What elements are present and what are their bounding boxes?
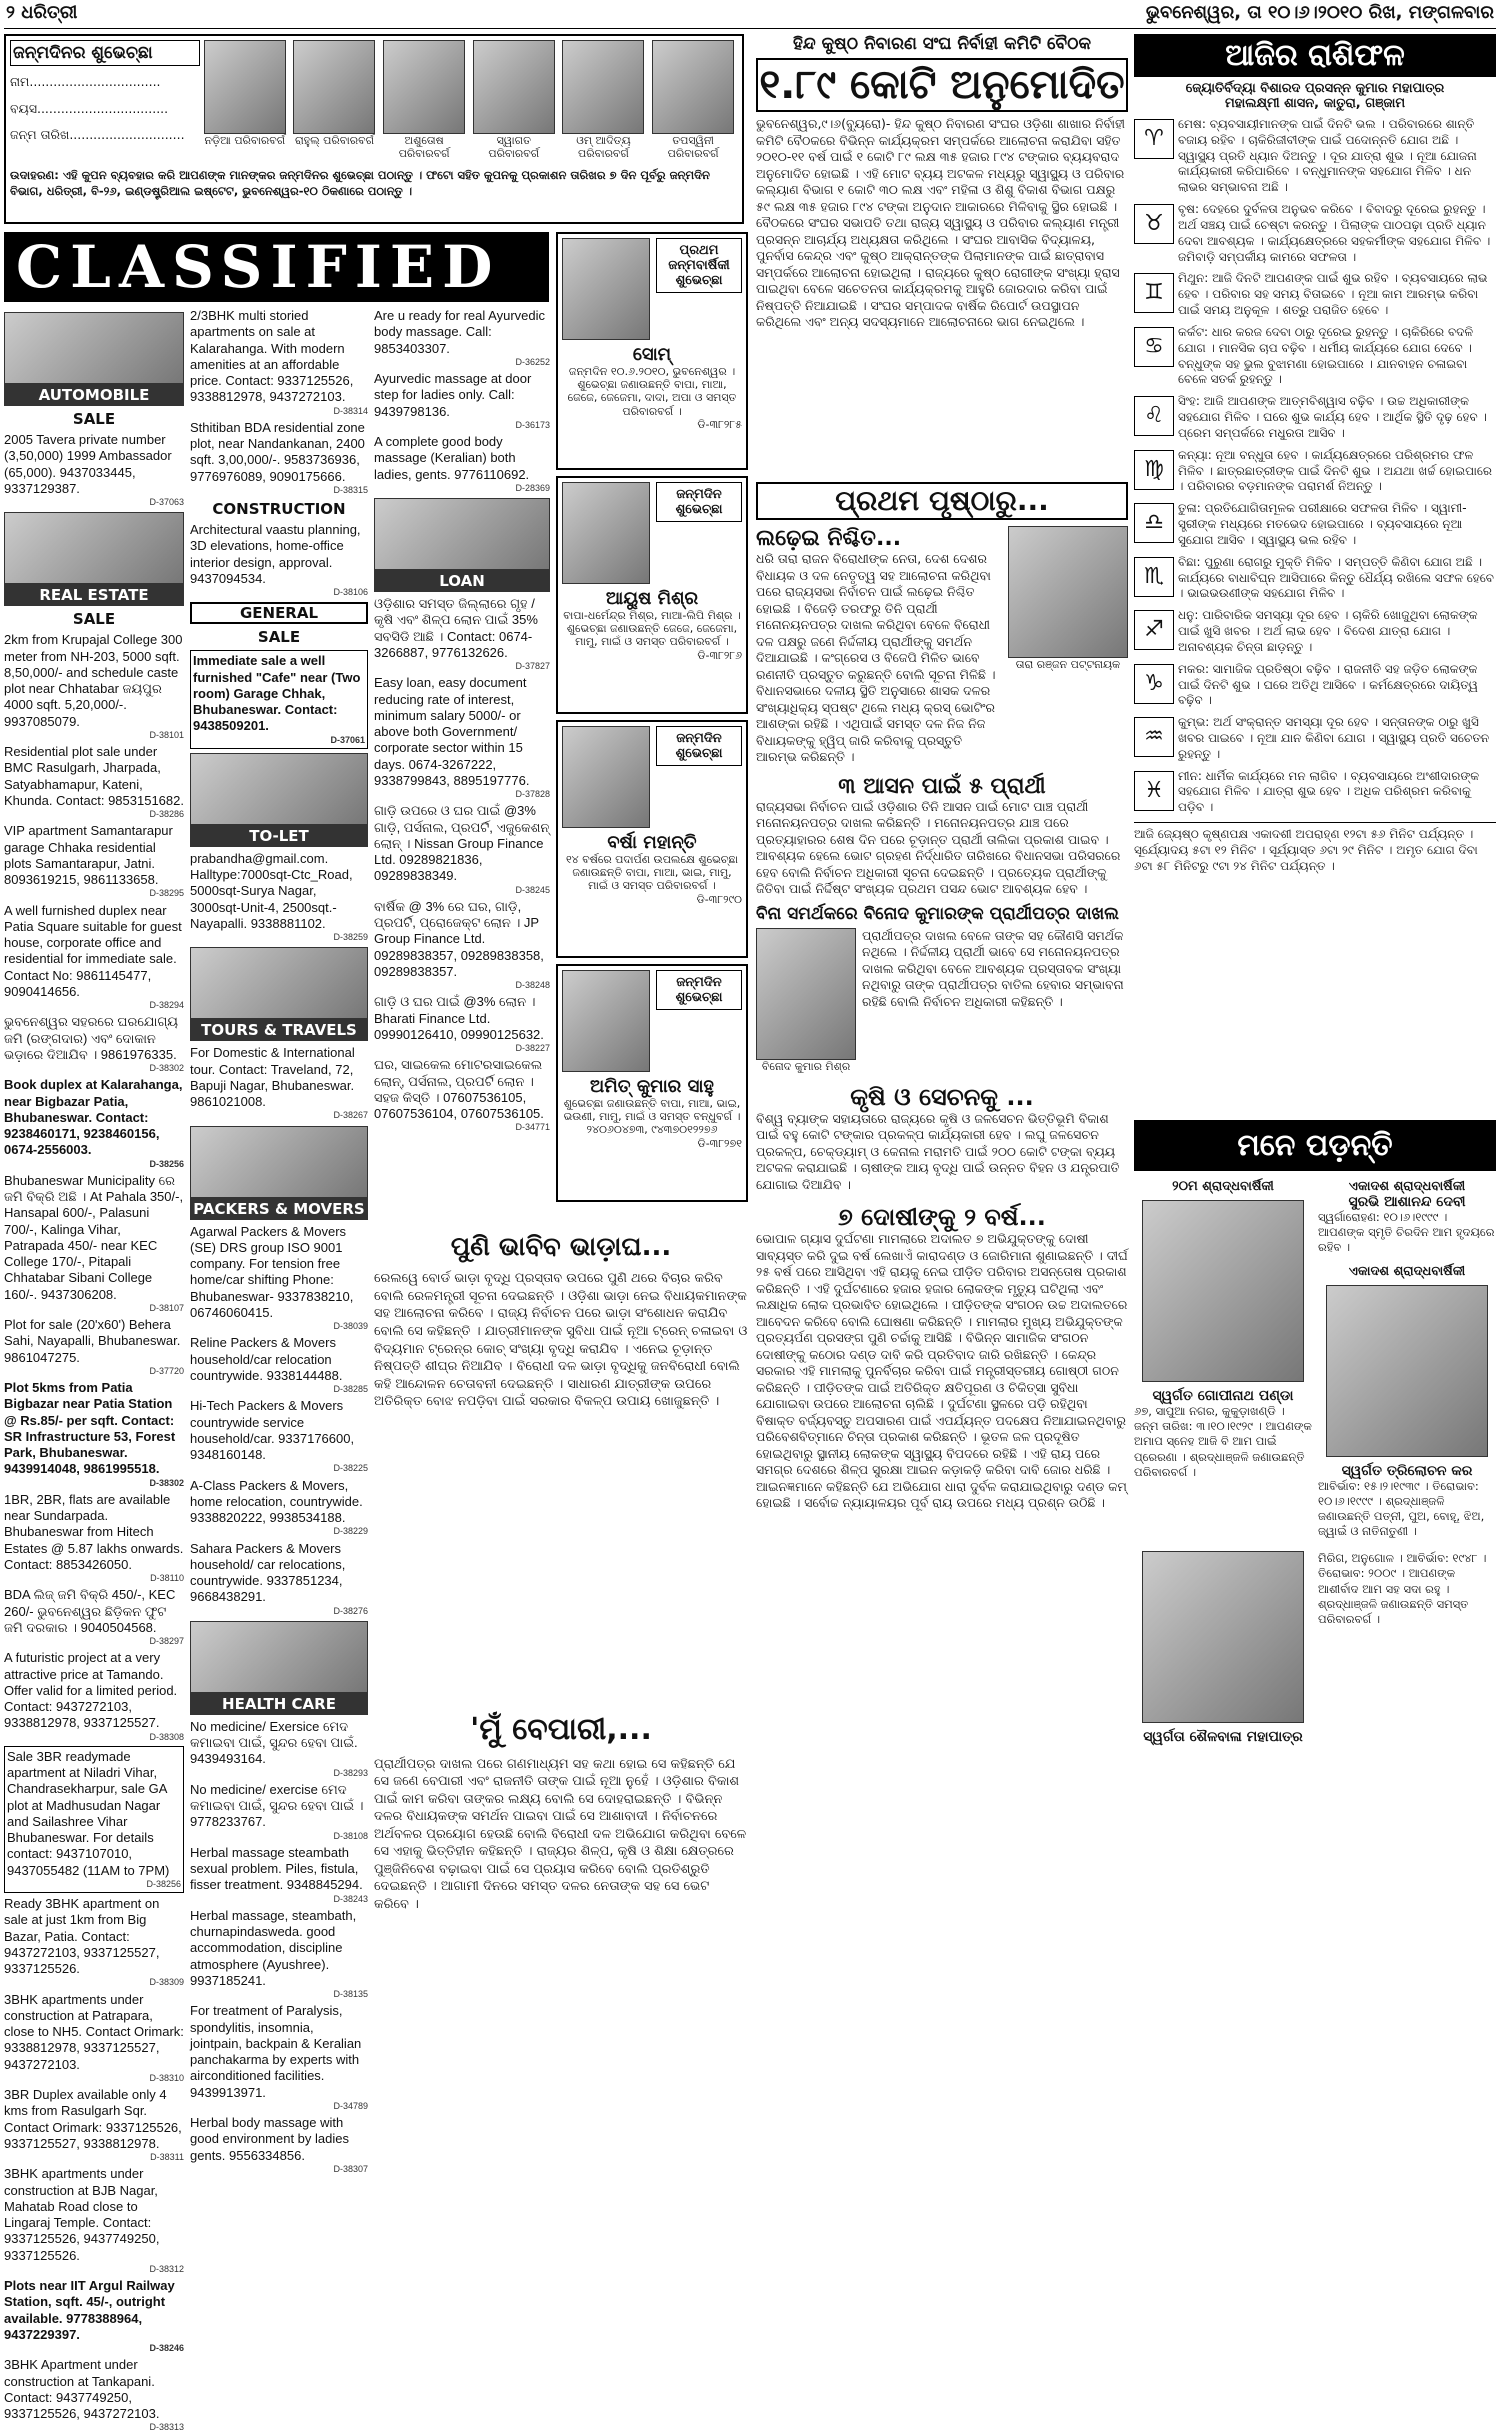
classified-ad <box>4 823 184 899</box>
front-sub3-headline: ବିନା ସମର୍ଥକରେ ବିନୋଦ କୁମାରଙ୍କ ପ୍ରାର୍ଥୀପତ୍ର ଦାଖଲ <box>756 903 1119 924</box>
front-sub2-body: ରାଜ୍ୟସଭା ନିର୍ବାଚନ ପାଇଁ ଓଡ଼ିଶାର ତିନି ଆସନ ପାଇଁ ମୋଟ ପାଞ୍ଚ ପ୍ରାର୍ଥୀ ମନୋନୟନପତ୍ର ଦାଖଲ କରିଛନ୍ତି । ମନୋନୟନପତ୍ର ଯାଞ୍ଚ ପରେ ପ୍ରତ୍ୟାହାରର ଶେଷ ଦିନ ପରେ ଚୂଡ଼ାନ୍ତ ପ୍ରାର୍ଥୀ ତାଲିକା ପ୍ରକାଶ ପାଇବ । ଆବଶ୍ୟକ ହେଲେ ଭୋଟ ଗ୍ରହଣ ନିର୍ଦ୍ଧାରିତ ତାରିଖରେ ବିଧାନସଭା ପରିସରରେ ହେବ ବୋଲି ନିର୍ବାଚନ ଅଧିକାରୀ ସୂଚନା ଦେଇଛନ୍ତି । ପ୍ରତ୍ୟେକ ପ୍ରାର୍ଥୀଙ୍କୁ ଜିତିବା ପାଇଁ ନିର୍ଦ୍ଦିଷ୍ଟ ସଂଖ୍ୟକ ପ୍ରଥମ ପସନ୍ଦ ଭୋଟ ଆବଶ୍ୟକ ହେବ । <box>756 798 1121 896</box>
ad-code: D-38135 <box>333 1989 368 1999</box>
memorial-photo <box>1142 1200 1304 1382</box>
rashifala-list <box>1134 117 1496 816</box>
classified-ad <box>4 432 184 508</box>
classified-ad <box>4 1587 184 1647</box>
ad-text: ଘର, ସାଇକେଲ ମୋଟରସାଇକେଲ ଲୋନ୍, ପର୍ସନାଲ, ପ୍ରପର୍ଟି ଲୋନ । ସହଜ କିସ୍ତି । 07607536105, 07607536104, 07607536105. <box>374 1057 544 1121</box>
ad-text: 3BR Duplex available only 4 kms from Rasulgarh Sqr. Contact Orimark: 9337125526, 9337125527, 9338812978. <box>4 2087 182 2151</box>
category-image <box>4 512 184 584</box>
memorial-text: ମିରିଗ, ଅନୁଗୋଳ । ଆବିର୍ଭାବ: ୧୯୪୮ । ତିରୋଭାବ: ୨୦୦୯ । ଆପଣଙ୍କ ଆଶୀର୍ବାଦ ଆମ ସହ ସଦା ରହୁ । ଶ୍ରଦ୍ଧାଞ୍ଜଳି ଜଣାଉଛନ୍ତି ସମସ୍ତ ପରିବାରବର୍ଗ । <box>1318 1551 1487 1626</box>
rashi-text: କୁମ୍ଭ: ଅର୍ଥ ସଂକ୍ରାନ୍ତ ସମସ୍ୟା ଦୂର ହେବ । ସନ୍ତାନଙ୍କ ଠାରୁ ଖୁସି ଖବର ପାଇବେ । ନୂଆ ଯାନ କିଣିବା ଯୋଗ । ସ୍ୱାସ୍ଥ୍ୟ ପ୍ରତି ସଚେତନ ରୁହନ୍ତୁ । <box>1178 715 1490 761</box>
category-banner <box>190 1126 368 1220</box>
classified-ad <box>190 1719 368 1779</box>
category-banner <box>4 312 184 406</box>
birthday-greeting <box>556 964 748 1202</box>
classified-ad <box>190 2003 368 2112</box>
mane-padanti-section <box>1134 1120 1496 2332</box>
dateline: ଭୁବନେଶ୍ୱର, ତା ୧୦।୬।୨୦୧୦ ରିଖ, ମଙ୍ଗଳବାର <box>1145 2 1494 23</box>
ad-text: Plot 5kms from Patia Bigbazar near Patia Station @ Rs.85/- per sqft. Contact: SR Infrastructure 53, Forest Park, Bhubaneswar. 9439914048, 9861995518. <box>4 1380 176 1477</box>
ad-text: Immediate sale a well furnished "Cafe" near (Two room) Garage Chhak, Bhubaneswar. Contact: 9438509201. <box>193 653 361 734</box>
classified-ad <box>190 1845 368 1905</box>
category-banner <box>374 498 550 592</box>
ad-code: D-38108 <box>333 1830 368 1841</box>
category-label: PACKERS & MOVERS <box>190 1198 368 1220</box>
masthead-rule <box>4 28 1496 30</box>
rashi-text: ବିଛା: ପୁରୁଣା ରୋଗରୁ ମୁକ୍ତି ମିଳିବ । ସମ୍ପତ୍ତି କିଣିବା ଯୋଗ ଅଛି । କାର୍ଯ୍ୟରେ ବାଧାବିଘ୍ନ ଆସିପାରେ କିନ୍ତୁ ଧୈର୍ଯ୍ୟ ରଖିଲେ ସଫଳ ହେବେ । ଭାଇଭଉଣୀଙ୍କ ସହଯୋଗ ମିଳିବ । <box>1178 554 1494 601</box>
ad-text: Are u ready for real Ayurvedic body massage. Call: 9853403307. <box>374 308 546 356</box>
memorial-photo <box>1326 1285 1488 1457</box>
classified-ad <box>374 1057 550 1133</box>
classified-col-1 <box>4 308 184 2433</box>
classified-ad <box>190 1224 368 1333</box>
classified-ad <box>4 1650 184 1743</box>
front-sub1-headline: ଲଢ଼େଇ ନିଶ୍ଚିତ... <box>756 526 902 551</box>
birthday-box-label: ଜନ୍ମଦିନ ଶୁଭେଚ୍ଛା <box>656 482 742 522</box>
ad-text: Bhubaneswar Municipality ରେ ଜମି ବିକ୍ରି ଅଛି । At Pahala 350/-, Hansapal 600/-, Palasuni 700/-, Kalinga Vihar, Patrapada 450/- near KEC College 170/-, Pitapali Chhatabar Sibani College 160/-. 9437306208. <box>4 1172 184 1302</box>
photo-caption: ତପସ୍ୱିନୀ ପରିବାରବର୍ଗ <box>667 134 719 161</box>
ad-code: D-38307 <box>333 2163 368 2174</box>
ad-code: D-38314 <box>333 405 368 416</box>
classified-ad <box>4 1317 184 1377</box>
ad-code: D-28369 <box>515 482 550 493</box>
classified-col-3 <box>374 308 550 1133</box>
lead-headline: ୧.୮୯ କୋଟି ଅନୁମୋଦିତ <box>756 58 1128 112</box>
front-sub1-body: ଧରି ତାରା ରାଜନ ବିରୋଧୀଙ୍କ ନେତା, ଦେଶ ଦେଶର ବିଧାୟକ ଓ ଦଳ ନେତୃତ୍ୱ ସହ ଆଲୋଚନା କରିଥିବା ପରେ ରାଜ୍ୟସଭା ନିର୍ବାଚନ ପାଇଁ ଲଢ଼େଇ ନିଶ୍ଚିତ ହୋଇଛି । ବିଜେଡ଼ି ତରଫରୁ ତିନି ପ୍ରାର୍ଥୀ ମନୋନୟନପତ୍ର ଦାଖଲ କରିଥିବା ବେଳେ ବିରୋଧୀ ଦଳ ପକ୍ଷରୁ ଜଣେ ନିର୍ଦ୍ଦଳୀୟ ପ୍ରାର୍ଥୀଙ୍କୁ ସମର୍ଥନ ଦିଆଯାଇଛି । କଂଗ୍ରେସ ଓ ବିଜେପି ମିଳିତ ଭାବେ ରଣନୀତି ପ୍ରସ୍ତୁତ କରୁଛନ୍ତି ବୋଲି ସୂଚନା ମିଳିଛି । ବିଧାନସଭାରେ ଦଳୀୟ ସ୍ଥିତି ଅନୁସାରେ ଶାସକ ଦଳର ସଂଖ୍ୟାଧିକ୍ୟ ସ୍ପଷ୍ଟ ଥିଲେ ମଧ୍ୟ କ୍ରସ୍ ଭୋଟିଂର ଆଶଙ୍କା ରହିଛି । ଏଥିପାଇଁ ସମସ୍ତ ଦଳ ନିଜ ନିଜ ବିଧାୟକଙ୍କୁ ହ୍ୱିପ୍ ଜାରି କରିବାକୁ ପ୍ରସ୍ତୁତି ଆରମ୍ଭ କରିଛନ୍ତି । <box>756 551 996 764</box>
ad-text: Herbal massage, steambath, churnapindaswedа. good accommodation, discipline atmosphere (Ayushree). 9937185241. <box>190 1907 357 1988</box>
ad-text: 3BHK apartments under construction at BJB Nagar, Mahatab Road close to Lingaraj Temple. Contact: 9337125526, 9437749250, 9337125526. <box>4 2166 160 2263</box>
child-photo <box>293 40 375 134</box>
child-photo <box>652 40 734 134</box>
candidate-photo <box>756 928 856 1060</box>
memorial-name: ସ୍ୱର୍ଗତ ଗୋପୀନାଥ ପଣ୍ଡା <box>1152 1388 1294 1404</box>
ad-text: For treatment of Paralysis, spondylitis, insomnia, jointpain, backpain & Keralian panchakarma by experts with airconditioned facilities. 9439913971. <box>190 2003 362 2100</box>
rashi-entry <box>1134 448 1496 495</box>
birthday-greeting <box>556 476 748 714</box>
ad-text: ଭୁବନେଶ୍ୱର ସହରରେ ଘରଯୋଗ୍ୟ ଜମି (ରଙ୍ଗଦାର) ଏବଂ ଦୋକାନ ଭଡ଼ାରେ ଦିଆଯିବ । 9861976335. <box>4 1014 179 1062</box>
ad-text: Architectural vaastu planning, 3D elevations, home-office interior design, approval. 9437094534. <box>190 522 361 586</box>
ad-code: D-38297 <box>149 1636 184 1646</box>
classified-ad <box>190 1398 368 1474</box>
ad-code: D-38256 <box>149 1158 184 1169</box>
ad-code: D-38267 <box>333 1110 368 1121</box>
memorial-text: ୬୭, ସାପୁଆ ନଗର, କୁକୁଡ଼ାଖଣ୍ଡି । ଜନ୍ମ ତାରିଖ: ୩।୧୦।୧୯୨୯ । ଆପଣଙ୍କ ଅମାପ ସ୍ନେହ ଆଜି ବି ଆମ ପାଇଁ ପ୍ରେରଣା । ଶ୍ରଦ୍ଧାଞ୍ଜଳି ଜଣାଉଛନ୍ତି ପରିବାରବର୍ଗ । <box>1134 1404 1312 1479</box>
ad-text: Easy loan, easy document reducing rate of interest, minimum salary 5000/- or above both Government/ corporate sector within 15 days. 0674-3267222, 9338799843, 8895197776. <box>374 675 530 788</box>
classified-ad <box>4 1014 184 1074</box>
ad-text: No medicine/ exercise ମେଦ କମାଇବା ପାଇଁ, ସୁନ୍ଦର ହେବା ପାଇଁ । 9778233767. <box>190 1781 364 1830</box>
rashi-entry <box>1134 117 1496 196</box>
bepari-body: ପ୍ରାର୍ଥୀପତ୍ର ଦାଖଲ ପରେ ଗଣମାଧ୍ୟମ ସହ କଥା ହୋଇ ସେ କହିଛନ୍ତି ଯେ ସେ ଜଣେ ବେପାରୀ ଏବଂ ରାଜନୀତି ତାଙ୍କ ପାଇଁ ନୂଆ ନୁହେଁ । ଓଡ଼ିଶାର ବିକାଶ ପାଇଁ କାମ କରିବା ତାଙ୍କର ଲକ୍ଷ୍ୟ ବୋଲି ସେ ଦୋହରାଇଛନ୍ତି । ବିଭିନ୍ନ ଦଳର ବିଧାୟକଙ୍କ ସମର୍ଥନ ପାଇବା ପାଇଁ ସେ ଆଶାବାଦୀ । ନିର୍ବାଚନରେ ଅର୍ଥବଳର ପ୍ରୟୋଗ ହେଉଛି ବୋଲି ବିରୋଧୀ ଦଳ ଅଭିଯୋଗ କରିଥିବା ବେଳେ ସେ ଏହାକୁ ଭିତ୍ତିହୀନ କହିଛନ୍ତି । ରାଜ୍ୟର ଶିଳ୍ପ, କୃଷି ଓ ଶିକ୍ଷା କ୍ଷେତ୍ରରେ ପୁଞ୍ଜିନିବେଶ ବଢ଼ାଇବା ପାଇଁ ସେ ପ୍ରୟାସ କରିବେ ବୋଲି ପ୍ରତିଶ୍ରୁତି ଦେଇଛନ୍ତି । ଆଗାମୀ ଦିନରେ ସମସ୍ତ ଦଳର ନେତାଙ୍କ ସହ ସେ ଭେଟ କରିବେ । <box>374 1756 747 1912</box>
rashi-text: କର୍କଟ: ଧାର କରଜ ଦେବା ଠାରୁ ଦୂରେଇ ରୁହନ୍ତୁ । ଚାକିରିରେ ବଦଳି ଯୋଗ । ମାନସିକ ଚାପ ବଢ଼ିବ । ଧର୍ମୀୟ କାର୍ଯ୍ୟରେ ଯୋଗ ଦେବେ । ବନ୍ଧୁଙ୍କ ସହ ଭୁଲ ବୁଝାମଣା ହୋଇପାରେ । ଯାନବାହନ ଚଳାଇବା ବେଳେ ସତର୍କ ରୁହନ୍ତୁ । <box>1178 324 1474 387</box>
page-number: ୨ ଧରିତ୍ରୀ <box>6 2 78 23</box>
bhada-headline: ପୁଣି ଭାବିବ ଭାଡ଼ାଘ... <box>450 1232 672 1262</box>
ad-text: Residential plot sale under BMC Rasulgarh, Jharpada, Satyabhamapur, Kateni, Khunda. Contact: 9853151682. <box>4 744 184 808</box>
classified-ad <box>4 1992 184 2085</box>
category-image <box>190 1621 368 1693</box>
zodiac-icon: ♈ <box>1134 119 1174 159</box>
main-news <box>756 34 1128 2332</box>
birthday-form-title: ଜନ୍ମଦିନର ଶୁଭେଚ୍ଛା <box>10 40 200 66</box>
zodiac-icon: ♓ <box>1134 771 1174 811</box>
birthday-code: ଡି-୩୮୨୮୫ <box>697 417 742 431</box>
ad-text: A well furnished duplex near Patia Square suitable for guest house, corporate office and residential for immediate sale. Contact No: 9861145477, 9090414656. <box>4 902 182 999</box>
ad-code: D-37061 <box>330 734 365 745</box>
classified-ad <box>374 434 550 494</box>
rashi-text: ମକର: ସାମାଜିକ ପ୍ରତିଷ୍ଠା ବଢ଼ିବ । ରାଜନୀତି ସହ ଜଡ଼ିତ ଲୋକଙ୍କ ପାଇଁ ଦିନଟି ଶୁଭ । ଘରେ ଅତିଥି ଆସିବେ । କର୍ମକ୍ଷେତ୍ରରେ ଦାୟିତ୍ୱ ବଢ଼ିବ । <box>1178 661 1478 708</box>
birthday-text: ୧୪ ବର୍ଷରେ ପଦାର୍ପଣ ଉପଲକ୍ଷେ ଶୁଭେଚ୍ଛା ଜଣାଉଛନ୍ତି ବାପା, ମାଆ, ଭାଇ, ମାମୁ, ମାଇଁ ଓ ସମସ୍ତ ପରିବାରବର୍ଗ । <box>565 853 739 893</box>
ad-text: 1BR, 2BR, flats are available near Sundarpada. Bhubaneswar from Hitech Estates @ 5.87 lakhs onwards. Contact: 8853426050. <box>4 1491 184 1572</box>
memorial-name: ସ୍ୱର୍ଗତା ଶୈଳବାଳା ମହାପାତ୍ର <box>1143 1729 1303 1746</box>
section-heading: SALE <box>72 610 116 629</box>
category-image <box>190 753 368 825</box>
birthday-name: ସୋମ୍ <box>632 344 672 365</box>
birthday-box-label: ପ୍ରଥମ ଜନ୍ମବାର୍ଷିକୀ ଶୁଭେଚ୍ଛା <box>656 238 742 293</box>
bhada-body: ରେଲୱେ ବୋର୍ଡ ଭାଡ଼ା ବୃଦ୍ଧି ପ୍ରସ୍ତାବ ଉପରେ ପୁଣି ଥରେ ବିଚାର କରିବ ବୋଲି ରେଳମନ୍ତ୍ରୀ ସୂଚନା ଦେଇଛନ୍ତି । ଓଡ଼ିଶା ଭାଡ଼ା ନେଇ ବିଧାୟକମାନଙ୍କ ସହ ଆଲୋଚନା କରିବେ । ରାଜ୍ୟ ନିର୍ବାଚନ ପରେ ଭାଡ଼ା ସଂଶୋଧନ କରାଯିବ ବୋଲି ସେ କହିଛନ୍ତି । ଯାତ୍ରୀମାନଙ୍କ ସୁବିଧା ପାଇଁ ନୂଆ ଟ୍ରେନ୍ ଚଳାଇବା ଓ ବିଦ୍ୟମାନ ଟ୍ରେନ୍‌ର କୋଚ୍ ସଂଖ୍ୟା ବୃଦ୍ଧି କରାଯିବ । ଏନେଇ ଚୂଡ଼ାନ୍ତ ନିଷ୍ପତ୍ତି ଶୀଘ୍ର ନିଆଯିବ । ବିରୋଧୀ ଦଳ ଭାଡ଼ା ବୃଦ୍ଧିକୁ ଜନବିରୋଧୀ ବୋଲି କହି ଆନ୍ଦୋଳନ ଚେତାବନୀ ଦେଇଛନ୍ତି । ସାଧାରଣ ଯାତ୍ରୀଙ୍କ ଉପରେ ଅତିରିକ୍ତ ବୋଝ ନପଡ଼ିବା ପାଇଁ ସରକାର ବିକଳ୍ପ ଉପାୟ ଖୋଜୁଛନ୍ତି । <box>374 1271 748 1410</box>
birthday-name: ବର୍ଷା ମହାନ୍ତି <box>607 832 697 853</box>
classified-ad <box>374 371 550 431</box>
ad-code: D-38101 <box>149 729 184 740</box>
ad-code: D-37827 <box>515 661 550 671</box>
zodiac-icon: ♐ <box>1134 610 1174 650</box>
ad-text: Herbal body massage with good environment by ladies gents. 9556334856. <box>190 2115 349 2163</box>
ad-text: Ayurvedic massage at door step for ladies only. Call: 9439798136. <box>374 371 532 419</box>
politician-photo-caption: ତାରା ରଞ୍ଜନ ପଟ୍ଟନାୟକ <box>1015 658 1121 671</box>
ad-code: D-34771 <box>515 1122 550 1133</box>
section-heading: CONSTRUCTION <box>212 500 346 518</box>
rashi-entry <box>1134 662 1496 709</box>
ad-code: D-38106 <box>333 587 368 597</box>
classified-ad <box>4 744 184 820</box>
classified-ad <box>190 1908 368 2001</box>
ad-code: D-38248 <box>515 980 550 990</box>
classified-ad <box>4 1492 184 1585</box>
classified-ad <box>374 803 550 896</box>
rashi-entry <box>1134 769 1496 816</box>
ad-code: D-37063 <box>149 497 184 507</box>
front-page-banner: ପ୍ରଥମ ପୃଷ୍ଠାରୁ... <box>756 482 1128 520</box>
ad-code: D-38311 <box>150 2152 184 2162</box>
classified-ad <box>4 903 184 1012</box>
ad-code: D-38312 <box>149 2263 184 2274</box>
ad-text: 2005 Tavera private number (3,50,000) 1999 Ambassador (65,000). 9437033445, 9337129387. <box>4 432 172 496</box>
ad-text: For Domestic & International tour. Contact: Traveland, 72, Bapuji Nagar, Bhubaneswar. 9861021008. <box>190 1045 355 1109</box>
doshi-headline: ୭ ଦୋଷୀଙ୍କୁ ୨ ବର୍ଷ... <box>838 1203 1046 1232</box>
birthday-text: ଜନ୍ମଦିନ ୧୦.୬.୨୦୧୦, ଭୁବନେଶ୍ୱର । ଶୁଭେଚ୍ଛା ଜଣାଉଛନ୍ତି ବାପା, ମାଆ, ଜେଜେ, ଜେଜେମା, ଦାଦା, ଅପା ଓ ସମସ୍ତ ପରିବାରବର୍ଗ । <box>567 365 737 418</box>
memorial-text: ସ୍ୱର୍ଗାରୋହଣ: ୧୦।୬।୧୯୯୯ । ଆପଣଙ୍କ ସ୍ମୃତି ଚିରଦିନ ଆମ ହୃଦୟରେ ରହିବ । <box>1318 1210 1495 1255</box>
category-label: AUTOMOBILE <box>4 384 184 406</box>
ad-code: D-38293 <box>333 1767 368 1778</box>
classified-ad <box>4 1077 184 1170</box>
category-banner <box>4 512 184 606</box>
classified-ad <box>190 650 368 749</box>
birthday-code: ଡି-୩୮୨୮୬ <box>697 648 742 662</box>
rashi-entry <box>1134 501 1496 548</box>
birthday-name: ଅମିତ୍ କୁମାର ସାହୁ <box>590 1076 714 1097</box>
rashifala-address: ମହାଲକ୍ଷ୍ମୀ ଶାସନ, କାତୁରା, ଗଞ୍ଜାମ <box>1224 96 1406 111</box>
zodiac-icon: ♋ <box>1134 327 1174 367</box>
category-image <box>4 312 184 384</box>
birthday-code: ଡି-୩୮୨୭୧ <box>697 1136 742 1150</box>
ad-code: D-38286 <box>149 809 184 819</box>
mane-padanti-title: ମନେ ପଡ଼ନ୍ତି <box>1134 1120 1496 1171</box>
classified-col-2 <box>190 308 368 2332</box>
ad-text: Plots near IIT Argul Railway Station, sqft. 45/-, outright available. 9778388964, 9437229397. <box>4 2278 175 2342</box>
bepari-headline: 'ମୁଁ ବେପାରୀ,... <box>470 1712 652 1747</box>
classified-ad <box>4 2166 184 2275</box>
krushi-headline: କୃଷି ଓ ସେଚନକୁ ... <box>850 1082 1034 1111</box>
classified-ad <box>190 420 368 496</box>
ad-code: D-38245 <box>515 884 550 895</box>
rashifala-section <box>1134 34 1496 1114</box>
ad-code: D-38315 <box>333 484 368 495</box>
photo-caption: ଅଶୁତୋଷ ପରିବାରବର୍ଗ <box>398 134 450 161</box>
classified-ad <box>374 308 550 368</box>
ad-code: D-38229 <box>333 1526 368 1537</box>
classified-ad <box>190 308 368 417</box>
birthday-greetings-column <box>556 232 748 1232</box>
candidate-photo-caption: ବିନୋଦ କୁମାର ମିଶ୍ର <box>761 1059 851 1073</box>
rashi-text: ଧନୁ: ପାରିବାରିକ ସମସ୍ୟା ଦୂର ହେବ । ଚାକିରି ଖୋଜୁଥିବା ଲୋକଙ୍କ ପାଇଁ ଖୁସି ଖବର । ଅର୍ଥ ଲାଭ ହେବ । ବିଦେଶ ଯାତ୍ରା ଯୋଗ । ଅନାବଶ୍ୟକ ଚିନ୍ତା ଛାଡ଼ନ୍ତୁ । <box>1178 608 1478 654</box>
birthday-code: ଡି-୩୮୨୯୦ <box>696 892 742 906</box>
memorial-name: ସ୍ୱର୍ଗତ ତ୍ରିଲୋଚନ କର <box>1341 1462 1473 1479</box>
ad-text: Ready 3BHK apartment on sale at just 1km from Big Bazar, Patia. Contact: 9437272103, 9337125527, 9337125526. <box>4 1896 160 1976</box>
rashi-text: ତୁଳା: ପ୍ରତିଯୋଗିତାମୂଳକ ପରୀକ୍ଷାରେ ସଫଳତା ମିଳିବ । ସ୍ୱାମୀ-ସ୍ତ୍ରୀଙ୍କ ମଧ୍ୟରେ ମତଭେଦ ହୋଇପାରେ । ବ୍ୟବସାୟରେ ନୂଆ ସୁଯୋଗ ଆସିବ । ସ୍ୱାସ୍ଥ୍ୟ ଭଲ ରହିବ । <box>1178 501 1467 547</box>
rashi-text: ମେଷ: ବ୍ୟବସାୟୀମାନଙ୍କ ପାଇଁ ଦିନଟି ଭଲ । ପରିବାରରେ ଶାନ୍ତି ବଜାୟ ରହିବ । ଚାକିରିଜୀବୀଙ୍କ ପାଇଁ ପଦୋନ୍ନତି ଯୋଗ ଅଛି । ସ୍ୱାସ୍ଥ୍ୟ ପ୍ରତି ଧ୍ୟାନ ଦିଅନ୍ତୁ । ଦୂର ଯାତ୍ରା ଶୁଭ । ନୂଆ ଯୋଜନା କାର୍ଯ୍ୟକାରୀ କରିପାରିବେ । ବନ୍ଧୁମାନଙ୍କ ସହଯୋଗ ମିଳିବ । ଧନ ଲାଭର ସମ୍ଭାବନା ଅଛି । <box>1178 117 1477 195</box>
front-sub2-headline: ୩ ଆସନ ପାଇଁ ୫ ପ୍ରାର୍ଥୀ <box>838 773 1046 799</box>
lead-body: ଭୁବନେଶ୍ୱର,୯।୬(ବ୍ୟୁରୋ)- ହିନ୍ଦ କୁଷ୍ଠ ନିବାରଣ ସଂଘର ଓଡ଼ିଶା ଶାଖାର ନିର୍ବାହୀ କମିଟି ବୈଠକରେ ବିଭିନ୍ନ କାର୍ଯ୍ୟକ୍ରମ ସମ୍ପର୍କରେ ଆଲୋଚନା କରାଯିବା ସହିତ ୨୦୧୦-୧୧ ବର୍ଷ ପାଇଁ ୧ କୋଟି ୮୯ ଲକ୍ଷ ୩୫ ହଜାର ୮୯୪ ଟଙ୍କାର ବ୍ୟୟବରାଦ ଅନୁମୋଦିତ ହୋଇଛି । ଏହି ମୋଟ ବ୍ୟୟ ଅଟକଳ ମଧ୍ୟରୁ ସ୍ୱାସ୍ଥ୍ୟ ଓ ପରିବାର କଲ୍ୟାଣ ବିଭାଗ ୧ କୋଟି ୩୦ ଲକ୍ଷ ଏବଂ ମହିଳା ଓ ଶିଶୁ ବିକାଶ ବିଭାଗ ପକ୍ଷରୁ ୫୯ ଲକ୍ଷ ୩୫ ହଜାର ୮୯୪ ଟଙ୍କା ଅନୁଦାନ ଆକାରରେ ମିଳିବାକୁ ସ୍ଥିର ହୋଇଛି । ବୈଠକରେ ସଂଘର ସଭାପତି ତଥା ରାଜ୍ୟ ସ୍ୱାସ୍ଥ୍ୟ ଓ ପରିବାର କଲ୍ୟାଣ ମନ୍ତ୍ରୀ ପ୍ରସନ୍ନ ଆଚାର୍ଯ୍ୟ ଅଧ୍ୟକ୍ଷତା କରିଥିଲେ । ସଂଘର ଆବାସିକ ବିଦ୍ୟାଳୟ, ପୁନର୍ବାସ କେନ୍ଦ୍ର ଏବଂ କୁଷ୍ଠ ଆକ୍ରାନ୍ତଙ୍କ ପିଲାମାନଙ୍କ ପାଇଁ ଛାତ୍ରାବାସ ସମ୍ପର୍କରେ ଆଲୋଚନା ହୋଇଥିଲା । ରାଜ୍ୟରେ କୁଷ୍ଠ ରୋଗୀଙ୍କ ସଂଖ୍ୟା ହ୍ରାସ ପାଇଥିବା ବେଳେ ସଚେତନତା କାର୍ଯ୍ୟକ୍ରମକୁ ଆହୁରି ଜୋରଦାର କରିବା ପାଇଁ ନିଷ୍ପତ୍ତି ନିଆଯାଇଛି । ସଂଘର ସମ୍ପାଦକ ବାର୍ଷିକ ରିପୋର୍ଟ ଉପସ୍ଥାପନ କରିଥିଲେ ଏବଂ ଅନ୍ୟ ସଦସ୍ୟମାନେ ଆଲୋଚନାରେ ଭାଗ ନେଇଥିଲେ । <box>756 116 1126 329</box>
classified-ad <box>374 899 550 992</box>
classified-ad <box>190 2115 368 2175</box>
ad-text: Herbal massage steambath sexual problem. Piles, fistula, fisser treatment. 9348845294. <box>190 1844 363 1893</box>
ad-code: D-36252 <box>515 356 550 367</box>
classified-ad <box>374 994 550 1054</box>
rashi-entry <box>1134 608 1496 655</box>
ad-text: 2km from Krupajal College 300 meter from NH-203, 5000 sqft. 8,50,000/- and schedule caste plot near Chhatabar ଜୟପୁର 4000 sqft. 5,20,000/-. 9937085079. <box>4 632 183 729</box>
birthday-box-label: ଜନ୍ମଦିନ ଶୁଭେଚ୍ଛା <box>656 726 742 766</box>
classified-ad <box>4 2357 184 2433</box>
classified-ad <box>4 1896 184 1989</box>
name-line: ନାମ................................. <box>10 74 161 89</box>
zodiac-icon: ♏ <box>1134 557 1174 597</box>
ad-text: A futuristic project at a very attractive price at Tamando. Offer valid for a limited period. Contact: 9437272103, 9338812978, 9337125527. <box>4 1650 178 1731</box>
photo-caption: ନଡ଼ିଆ ପରିବାରବର୍ଗ <box>204 134 286 147</box>
krushi-body: ବିଶ୍ୱ ବ୍ୟାଙ୍କ ସହାୟତାରେ ରାଜ୍ୟରେ କୃଷି ଓ ଜଳସେଚନ ଭିତ୍ତିଭୂମି ବିକାଶ ପାଇଁ ବହୁ କୋଟି ଟଙ୍କାର ପ୍ରକଳ୍ପ କାର୍ଯ୍ୟକାରୀ ହେବ । ଲଘୁ ଜଳସେଚନ ପ୍ରକଳ୍ପ, ଚେକ୍‌ଡ୍ୟାମ୍ ଓ କେନାଲ ମରାମତି ପାଇଁ ୨୦୦ କୋଟି ଟଙ୍କା ବ୍ୟୟ ଅଟକଳ କରାଯାଇଛି । ଚାଷୀଙ୍କ ଆୟ ବୃଦ୍ଧି ପାଇଁ ଉନ୍ନତ ବିହନ ଓ ଯନ୍ତ୍ରପାତି ଯୋଗାଇ ଦିଆଯିବ । <box>756 1110 1120 1192</box>
ad-code: D-38309 <box>149 1977 184 1988</box>
category-banner <box>190 753 368 847</box>
rashi-text: କନ୍ୟା: ନୂଆ ବନ୍ଧୁତା ହେବ । କାର୍ଯ୍ୟକ୍ଷେତ୍ରରେ ପରିଶ୍ରମର ଫଳ ମିଳିବ । ଛାତ୍ରଛାତ୍ରୀଙ୍କ ପାଇଁ ଦିନଟି ଶୁଭ । ଅଯଥା ଖର୍ଚ୍ଚ ହୋଇପାରେ । ପରିବାରର ବଡ଼ମାନଙ୍କ ପରାମର୍ଶ ନିଅନ୍ତୁ । <box>1178 447 1492 494</box>
ad-text: A-Class Packers & Movers, home relocation, countrywide. 9338820222, 9938534188. <box>190 1477 363 1525</box>
ad-text: Reline Packers & Movers household/car relocation countrywide. 9338144488. <box>190 1335 343 1383</box>
ad-code: D-36173 <box>515 419 550 430</box>
photo-caption: ରାହୁଲ୍ ପରିବାରବର୍ଗ <box>294 134 375 147</box>
ad-text: Agarwal Packers & Movers (SE) DRS group ISO 9001 company. For tension free home/car shifting Phone: Bhubaneswar- 9337838210, 06746060415. <box>190 1223 354 1320</box>
category-label: HEALTH CARE <box>190 1693 368 1715</box>
ad-text: 2/3BHK multi storied apartments on sale at Kalarahanga. With modern amenities at an affordable price. Contact: 9337125526, 9338812978, 9437272103. <box>190 308 354 405</box>
ad-code: D-38308 <box>149 1731 184 1742</box>
ad-code: D-37720 <box>149 1365 184 1376</box>
birthday-form <box>4 34 744 224</box>
ad-text: ଗାଡ଼ି ଓ ଘର ପାଇଁ @3% ଲୋନ । Bharati Finance Ltd. 09990126410, 09990125632. <box>374 994 544 1042</box>
birthday-photo <box>562 482 650 584</box>
ad-code: D-38294 <box>149 1000 184 1010</box>
ad-text: Book duplex at Kalarahanga, near Bigbazar Patia, Bhubaneswar. Contact: 9238460171, 9238460156, 0674-2556003. <box>4 1077 183 1158</box>
classified-ad <box>190 1782 368 1842</box>
ad-text: BDA ଲିଜ୍ ଜମି ବିକ୍ରି 450/-, KEC 260/- ଭୁବନେଶ୍ୱର ଛିଡ଼ିକନ ଫୁଟ ଜମି ଦରକାର । 9040504568. <box>4 1587 176 1635</box>
classified-ad <box>4 632 184 741</box>
memorial-heading: ଏକାଦଶ ଶ୍ରାଦ୍ଧବାର୍ଷିକୀ <box>1348 1179 1466 1194</box>
lead-kicker: ହିନ୍ଦ କୁଷ୍ଠ ନିବାରଣ ସଂଘ ନିର୍ବାହୀ କମିଟି ବୈଠକ <box>792 34 1092 54</box>
ad-text: ବାର୍ଷିକ @ 3% ରେ ଘର, ଗାଡ଼ି, ପ୍ରପର୍ଟି, ପ୍ରୋଜେକ୍ଟ ଲୋନ । JP Group Finance Ltd. 09289838357, 09289838358, 09289838357. <box>374 898 544 979</box>
ad-text: ଓଡ଼ିଶାର ସମସ୍ତ ଜିଲ୍ଲାରେ ଗୃହ / କୃଷି ଏବଂ ଶିଳ୍ପ ଲୋନ ପାଇଁ 35% ସବସିଡି ଆଛି । Contact: 0674-3266887, 9776132626. <box>374 596 538 660</box>
birthday-photo <box>562 238 650 340</box>
ad-code: D-38107 <box>149 1302 184 1313</box>
ad-code: D-38243 <box>333 1893 368 1904</box>
ad-text: Sale 3BR readymade apartment at Niladri Vihar, Chandrasekharpur, sale GA plot at Madhusudan Nagar and Sailashree Vihar Bhubaneswar. For details contact: 9437107010, 9437055482 (11AM to 7PM) <box>7 1748 170 1878</box>
memorial-heading: ୨୦ମ ଶ୍ରାଦ୍ଧବାର୍ଷିକୀ <box>1172 1179 1274 1194</box>
memorial-name: ସୁରଭି ଆଶାନନ୍ଦ ଦେବୀ <box>1348 1194 1466 1210</box>
classified-ad <box>4 1173 184 1314</box>
category-label: LOAN <box>374 570 550 592</box>
child-photo <box>562 40 644 134</box>
ad-code: D-34789 <box>333 2100 368 2111</box>
memorial-heading: ଏକାଦଶ ଶ୍ରାଦ୍ଧବାର୍ଷିକୀ <box>1348 1263 1466 1279</box>
photo-caption: ସ୍ୱାଗତ ପରିବାରବର୍ଗ <box>488 134 540 161</box>
rashi-text: ମିଥୁନ: ଆଜି ଦିନଟି ଆପଣଙ୍କ ପାଇଁ ଶୁଭ ରହିବ । ବ୍ୟବସାୟରେ ଲାଭ ହେବ । ପରିବାର ସହ ସମୟ ବିତାଇବେ । ନୂଆ କାମ ଆରମ୍ଭ କରିବା ପାଇଁ ସମୟ ଅନୁକୂଳ । ଶତ୍ରୁ ପରାଜିତ ହେବେ । <box>1178 271 1488 318</box>
rashi-text: ବୃଷ: ଦେହରେ ଦୁର୍ବଳତା ଅନୁଭବ କରିବେ । ବିବାଦରୁ ଦୂରେଇ ରୁହନ୍ତୁ । ଅର୍ଥ ସଞ୍ଚୟ ପାଇଁ ଚେଷ୍ଟା କରନ୍ତୁ । ପିଲାଙ୍କ ପାଠପଢ଼ା ପ୍ରତି ଧ୍ୟାନ ଦେବା ଆବଶ୍ୟକ । କାର୍ଯ୍ୟକ୍ଷେତ୍ରରେ ସହକର୍ମୀଙ୍କ ସହଯୋଗ ମିଳିବ । ଜମିବାଡ଼ି ସମ୍ପର୍କୀୟ କାମରେ ସଫଳତା । <box>1178 202 1491 264</box>
birthday-photo <box>562 726 650 828</box>
rashi-entry <box>1134 555 1496 602</box>
classified-ad <box>4 1746 184 1893</box>
category-label: TO-LET <box>190 825 368 847</box>
doshi-body: ଭୋପାଳ ଗ୍ୟାସ ଦୁର୍ଘଟଣା ମାମଲାରେ ଅଦାଲତ ୭ ଅଭିଯୁକ୍ତଙ୍କୁ ଦୋଷୀ ସାବ୍ୟସ୍ତ କରି ଦୁଇ ବର୍ଷ ଲେଖାଏଁ କାରାଦଣ୍ଡ ଓ ଜୋରିମାନା ଶୁଣାଇଛନ୍ତି । ଦୀର୍ଘ ୨୫ ବର୍ଷ ପରେ ଆସିଥିବା ଏହି ରାୟକୁ ନେଇ ପୀଡ଼ିତ ପରିବାର ଅସନ୍ତୋଷ ପ୍ରକାଶ କରିଛନ୍ତି । ଏହି ଦୁର୍ଘଟଣାରେ ହଜାର ହଜାର ଲୋକଙ୍କ ମୃତ୍ୟୁ ଘଟିଥିଲା ଏବଂ ଲକ୍ଷାଧିକ ଲୋକ ପ୍ରଭାବିତ ହୋଇଥିଲେ । ପୀଡ଼ିତଙ୍କ ସଂଗଠନ ଉଚ୍ଚ ଅଦାଲତରେ ଆବେଦନ କରିବେ ବୋଲି ଘୋଷଣା କରିଛନ୍ତି । ମାମଲାର ମୁଖ୍ୟ ଅଭିଯୁକ୍ତଙ୍କ ପ୍ରତ୍ୟର୍ପଣ ପ୍ରସଙ୍ଗ ପୁଣି ଚର୍ଚ୍ଚାକୁ ଆସିଛି । ବିଭିନ୍ନ ସାମାଜିକ ସଂଗଠନ ଦୋଷୀଙ୍କୁ କଠୋର ଦଣ୍ଡ ଦାବି କରି ପ୍ରତିବାଦ ଜାରି ରଖିଛନ୍ତି । କେନ୍ଦ୍ର ସରକାର ଏହି ମାମଲାକୁ ପୁନର୍ବିଚାର କରିବା ପାଇଁ ମନ୍ତ୍ରୀସ୍ତରୀୟ ଗୋଷ୍ଠୀ ଗଠନ କରିଛନ୍ତି । ପୀଡ଼ିତଙ୍କ ପାଇଁ ଅତିରିକ୍ତ କ୍ଷତିପୂରଣ ଓ ଚିକିତ୍ସା ସୁବିଧା ଯୋଗାଇବା ଉପରେ ଆଲୋଚନା ଚାଲିଛି । ଦୁର୍ଘଟଣା ସ୍ଥଳରେ ପଡ଼ି ରହିଥିବା ବିଷାକ୍ତ ବର୍ଜ୍ୟବସ୍ତୁ ଅପସାରଣ ପାଇଁ ଏପର୍ଯ୍ୟନ୍ତ ପଦକ୍ଷେପ ନିଆଯାଇନଥିବାରୁ ପରିବେଶବିତ୍‌ମାନେ ଚିନ୍ତା ପ୍ରକାଶ କରିଛନ୍ତି । ଭୂତଳ ଜଳ ପ୍ରଦୂଷିତ ହୋଇଥିବାରୁ ସ୍ଥାନୀୟ ଲୋକଙ୍କ ସ୍ୱାସ୍ଥ୍ୟ ବିପଦରେ ରହିଛି । ଏହି ରାୟ ପରେ ସମଗ୍ର ଦେଶରେ ଶିଳ୍ପ ସୁରକ୍ଷା ଆଇନ କଡ଼ାକଡ଼ି କରିବା ଦାବି ଜୋର ଧରିଛି । ଆଇନଜ୍ଞମାନେ କହିଛନ୍ତି ଯେ ଅଭିଯୋଗ ଧାରା ଦୁର୍ବଳ କରାଯାଇଥିବାରୁ ଦଣ୍ଡ କମ୍ ହୋଇଛି । ସର୍ବୋଚ୍ଚ ନ୍ୟାୟାଳୟର ପୂର୍ବ ରାୟ ଉପରେ ମଧ୍ୟ ପ୍ରଶ୍ନ ଉଠିଛି । <box>756 1231 1128 1511</box>
birthday-photo <box>562 970 650 1072</box>
photo-caption: ଓମ୍ ଆଦିତ୍ୟ ପରିବାରବର୍ଗ <box>576 134 631 161</box>
zodiac-icon: ♌ <box>1134 396 1174 436</box>
classified-ad <box>190 851 368 944</box>
panjika-text: ଆଜି ଜ୍ୟେଷ୍ଠ କୃଷ୍ଣପକ୍ଷ ଏକାଦଶୀ ଅପରାହ୍ଣ ୧୨ଟା ୫୬ ମିନିଟ ପର୍ଯ୍ୟନ୍ତ । ସୂର୍ଯ୍ୟୋଦୟ ୫ଟା ୧୨ ମିନିଟ । ସୂର୍ଯ୍ୟାସ୍ତ ୬ଟା ୨୯ ମିନିଟ । ଅମୃତ ଯୋଗ ଦିବା ୬ଟା ୫୮ ମିନିଟରୁ ୯ଟା ୨୪ ମିନିଟ ପର୍ଯ୍ୟନ୍ତ । <box>1134 822 1496 874</box>
rashi-entry <box>1134 394 1496 441</box>
ad-code: D-37828 <box>515 789 550 799</box>
ad-code: D-38246 <box>149 2343 184 2353</box>
section-heading: SALE <box>72 410 116 428</box>
ad-code: D-38302 <box>149 1477 184 1488</box>
category-label: TOURS & TRAVELS <box>190 1019 368 1041</box>
ad-code: D-38259 <box>333 932 368 942</box>
age-line: ବୟସ................................. <box>10 100 169 116</box>
rashi-text: ମୀନ: ଧାର୍ମିକ କାର୍ଯ୍ୟରେ ମନ ଲାଗିବ । ବ୍ୟବସାୟରେ ଅଂଶୀଦାରଙ୍କ ସହଯୋଗ ମିଳିବ । ଯାତ୍ରା ଶୁଭ ହେବ । ଅଧିକ ପରିଶ୍ରମ କରିବାକୁ ପଡ଼ିବ । <box>1178 768 1480 815</box>
classified-ad <box>4 1380 184 1489</box>
zodiac-icon: ♎ <box>1134 503 1174 543</box>
ad-text: No medicine/ Exersice ମେଦ କମାଇବା ପାଇଁ, ସୁନ୍ଦର ହେବା ପାଇଁ. 9439493164. <box>190 1718 358 1767</box>
ad-code: D-38256 <box>146 1878 181 1889</box>
rashifala-author: ଜ୍ୟୋତିର୍ବିଦ୍ୟା ବିଶାରଦ ପ୍ରସନ୍ନ କୁମାର ମହାପାତ୍ର <box>1185 81 1445 96</box>
ad-text: Sthitiban BDA residential zone plot, near Nandankanan, 2400 sqft. 3,00,000/-. 9583736936, 9776976089, 9090175666. <box>190 419 365 484</box>
ad-code: D-38276 <box>333 1605 368 1616</box>
category-label: REAL ESTATE <box>4 584 184 606</box>
ad-text: VIP apartment Samantarapur garage Chhaka residential plots Samantarapur, Jatni. 8093619215, 9861133658. <box>4 823 173 887</box>
politician-photo <box>1008 526 1128 658</box>
category-image <box>190 1126 368 1198</box>
ad-code: D-38302 <box>149 1063 184 1073</box>
rashi-entry <box>1134 325 1496 388</box>
birthday-text: ଶୁଭେଚ୍ଛା ଜଣାଉଛନ୍ତି ବାପା, ମାଆ, ଭାଇ, ଭଉଣୀ, ମାମୁ, ମାଇଁ ଓ ସମସ୍ତ ବନ୍ଧୁବର୍ଗ । ୨୪୦୬୦୪୭୩, ୯୪୩୭୦୧୨୨୭୬ <box>563 1097 741 1137</box>
ad-text: ଗାଡ଼ି ଉପରେ ଓ ଘର ପାଇଁ @3% ଗାଡ଼ି, ପର୍ସନାଲ, ପ୍ରପର୍ଟି, ଏଜୁକେଶନ୍ ଲୋନ୍ । Nissan Group Finance Ltd. 09289821836, 09289838349. <box>374 803 550 884</box>
dob-line: ଜନ୍ମ ତାରିଖ............................. <box>10 127 185 142</box>
birthday-greeting <box>556 232 748 470</box>
front-sub3-body: ପ୍ରାର୍ଥୀପତ୍ର ଦାଖଲ ବେଳେ ତାଙ୍କ ସହ କୌଣସି ସମର୍ଥକ ନଥିଲେ । ନିର୍ଦ୍ଦଳୀୟ ପ୍ରାର୍ଥୀ ଭାବେ ସେ ମନୋନୟନପତ୍ର ଦାଖଲ କରିଥିବା ବେଳେ ଆବଶ୍ୟକ ପ୍ରସ୍ତାବକ ସଂଖ୍ୟା ନଥିବାରୁ ତାଙ୍କ ପ୍ରାର୍ଥୀପତ୍ର ବାତିଲ ହେବାର ସମ୍ଭାବନା ରହିଛି ବୋଲି ନିର୍ବାଚନ ଅଧିକାରୀ କହିଛନ୍ତି । <box>862 927 1124 1009</box>
classified-ad <box>374 596 550 672</box>
child-photo <box>473 40 555 134</box>
rashifala-title: ଆଜିର ରାଶିଫଳ <box>1134 34 1496 77</box>
rashi-entry <box>1134 202 1496 265</box>
ad-code: D-38227 <box>515 1043 550 1053</box>
birthday-form-note: ଉଦାହରଣ: ଏହି କୁପନ ବ୍ୟବହାର କରି ଆପଣଙ୍କ ମାନଙ୍କର ଜନ୍ମଦିନର ଶୁଭେଚ୍ଛା ପଠାନ୍ତୁ । ଫଟୋ ସହିତ କୁପନକୁ ପ୍ରକାଶନ ତାରିଖର ୭ ଦିନ ପୂର୍ବରୁ ଜନ୍ମଦିନ ବିଭାଗ, ଧରିତ୍ରୀ, ବି-୨୬, ଇଣ୍ଡଷ୍ଟ୍ରିଆଲ ଇଷ୍ଟେଟ, ଭୁବନେଶ୍ୱର-୧୦ ଠିକଣାରେ ପଠାନ୍ତୁ । <box>10 168 710 198</box>
ad-code: D-38225 <box>333 1463 368 1474</box>
child-photo <box>204 40 286 134</box>
birthday-text: ବାପା-ଧର୍ମେନ୍ଦ୍ର ମିଶ୍ର, ମାଆ-ଲିପି ମିଶ୍ର । ଶୁଭେଚ୍ଛା ଜଣାଉଛନ୍ତି ଜେଜେ, ଜେଜେମା, ମାମୁ, ମାଇଁ ଓ ସମସ୍ତ ପରିବାରବର୍ଗ । <box>563 609 741 649</box>
section-heading: SALE <box>257 628 301 647</box>
classified-ad <box>4 2087 184 2163</box>
section-heading: GENERAL <box>190 602 368 624</box>
article-bepari <box>374 1710 748 2330</box>
rashi-entry <box>1134 271 1496 318</box>
classified-ad <box>374 675 550 800</box>
ad-text: A complete good body massage (Keralian) both ladies, gents. 9776110692. <box>374 434 530 482</box>
ad-code: D-38310 <box>149 2072 184 2083</box>
ad-text: Plot for sale (20'x60') Behera Sahi, Nayapalli, Bhubaneswar. 9861047275. <box>4 1317 181 1365</box>
category-banner <box>190 1621 368 1715</box>
classified-ad <box>4 2278 184 2354</box>
classified-ad <box>190 522 368 598</box>
ad-text: 3BHK apartments under construction at Patrapara, close to NH5. Contact Orimark: 9338812978, 9337125527, 9437272103. <box>4 1991 184 2072</box>
ad-text: Hi-Tech Packers & Movers countrywide service household/car. 9337176600, 9348160148. <box>190 1398 355 1462</box>
classified-banner: CLASSIFIED <box>4 232 549 302</box>
ad-text: Sahara Packers & Movers household/ car relocations, countrywide. 9337851234, 9668438291. <box>190 1540 346 1605</box>
ad-code: D-38285 <box>333 1384 368 1394</box>
category-banner <box>190 947 368 1041</box>
rashi-entry <box>1134 715 1496 762</box>
rashi-text: ସିଂହ: ଆଜି ଆପଣଙ୍କ ଆତ୍ମବିଶ୍ୱାସ ବଢ଼ିବ । ଉଚ୍ଚ ଅଧିକାରୀଙ୍କ ସହଯୋଗ ମିଳିବ । ଘରେ ଶୁଭ କାର୍ଯ୍ୟ ହେବ । ଆର୍ଥିକ ସ୍ଥିତି ଦୃଢ଼ ହେବ । ପ୍ରେମ ସମ୍ପର୍କରେ ମଧୁରତା ଆସିବ । <box>1178 394 1487 440</box>
ad-code: D-38295 <box>149 888 184 899</box>
ad-code: D-38313 <box>149 2422 184 2433</box>
memorial-photo <box>1142 1551 1304 1723</box>
classified-ad <box>190 1045 368 1121</box>
zodiac-icon: ♉ <box>1134 204 1174 244</box>
child-photo <box>383 40 465 134</box>
ad-text: 3BHK Apartment under construction at Tankapani. Contact: 9437749250, 9337125526, 9437272103. <box>4 2357 160 2421</box>
zodiac-icon: ♒ <box>1134 717 1174 757</box>
ad-code: D-38110 <box>150 1573 184 1583</box>
birthday-greeting <box>556 720 748 958</box>
birthday-box-label: ଜନ୍ମଦିନ ଶୁଭେଚ୍ଛା <box>656 970 742 1010</box>
category-image <box>374 498 550 570</box>
ad-text: prabandha@gmail.com. Halltype:7000sqt-Ctc_Road, 5000sqt-Surya Nagar, 3000sqt-Unit-4, 2500sqt.- Nayapalli. 9338881102. <box>190 850 353 931</box>
birthday-name: ଆୟୁଷ ମିଶ୍ର <box>605 588 699 609</box>
category-image <box>190 947 368 1019</box>
classified-ad <box>190 1478 368 1538</box>
zodiac-icon: ♊ <box>1134 273 1174 313</box>
ad-code: D-38039 <box>333 1321 368 1331</box>
zodiac-icon: ♍ <box>1134 450 1174 490</box>
zodiac-icon: ♑ <box>1134 664 1174 704</box>
memorial-text: ଆବିର୍ଭାବ: ୧୫।୨।୧୯୩୯ । ତିରୋଭାବ: ୧୦।୬।୧୯୯୯ । ଶ୍ରଦ୍ଧାଞ୍ଜଳି ଜଣାଉଛନ୍ତି ପତ୍ନୀ, ପୁଅ, ବୋହୂ, ଝିଅ, ଜ୍ୱାଇଁ ଓ ନାତିନାତୁଣୀ । <box>1318 1478 1485 1539</box>
classified-ad <box>190 1541 368 1617</box>
classified-ad <box>190 1335 368 1395</box>
article-bhada <box>374 1230 748 1700</box>
